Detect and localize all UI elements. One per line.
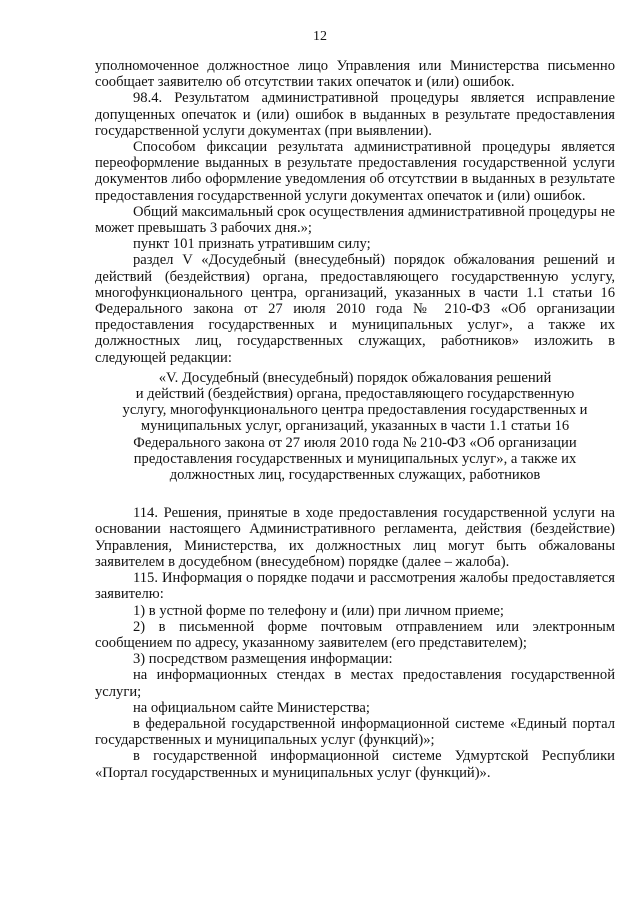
paragraph-p5: пункт 101 признать утратившим силу; <box>133 236 371 253</box>
paragraph-p4: Общий максимальный срок осуществления административной процедуры не может превышать 3 рабочих дня.»; <box>95 203 615 237</box>
paragraph-p15: в государственной информационной системе Удмуртской Республики «Портал государственных и муниципальных услуг (функций)». <box>95 748 615 781</box>
paragraph-p12: на информационных стендах в местах предоставления государственной услуги; <box>95 667 615 700</box>
heading-line: муниципальных услуг, организаций, указанных в части 1.1 статьи 16 <box>140 418 570 435</box>
heading-line: «V. Досудебный (внесудебный) порядок обжалования решений <box>158 369 552 386</box>
paragraph-p7: 114. Решения, принятые в ходе предоставления государственной услуги на основании настоящего Административного регламента, действия (бездействие) Управления, Министерства, их должностных лиц могут быть обжалованы заявителем в досудебном (внесудебном) порядке (далее – жалоба). <box>95 505 615 570</box>
page-number: 12 <box>313 29 327 44</box>
heading-line: и действий (бездействия) органа, предоставляющего государственную <box>135 386 575 403</box>
spacer <box>95 483 615 505</box>
list-item-2: 2) в письменной форме почтовым отправлением или электронным сообщением по адресу, указанному заявителем (его представителем); <box>95 618 615 651</box>
paragraph-p14: в федеральной государственной информационной системе «Единый портал государственных и муниципальных услуг (функций)»; <box>95 715 615 749</box>
paragraph-p2: 98.4. Результатом административной процедуры является исправление допущенных опечаток и (или) ошибок в выданных в результате предоставления государственной услуги документах (при выявлении). <box>95 90 615 139</box>
heading-line: услугу, многофункционального центра предоставления государственных и <box>122 402 588 419</box>
document-body <box>95 58 615 781</box>
heading-line: Федерального закона от 27 июля 2010 года № 210-ФЗ «Об организации <box>133 434 577 451</box>
paragraph-p8: 115. Информация о порядке подачи и рассмотрения жалобы предоставляется заявителю: <box>95 570 615 603</box>
list-item-3: 3) посредством размещения информации: <box>133 651 393 668</box>
list-item-1: 1) в устной форме по телефону и (или) при личном приеме; <box>133 602 504 619</box>
paragraph-p3: Способом фиксации результата административной процедуры является переоформление выданных в результате предоставления государственной услуги документов либо оформление уведомления об отсутствии в выданных в результате предоставления государственной услуги документах опечаток и (или) ошибок. <box>95 139 615 204</box>
paragraph-p6: раздел V «Досудебный (внесудебный) порядок обжалования решений и действий (бездействия) органа, предоставляющего государственную услугу, многофункционального центра, организаций, указанных в части 1.1 статьи 16 Федерального закона от 27 июля 2010 года № 210-ФЗ «Об организации предоставления государственных и муниципальных услуг», а также их должностных лиц, государственных служащих, работников» изложить в следующей редакции: <box>95 252 615 366</box>
heading-line: должностных лиц, государственных служащих, работников <box>169 467 541 484</box>
heading-line: предоставления государственных и муниципальных услуг», а также их <box>133 450 577 467</box>
section-heading <box>95 366 615 483</box>
paragraph-p1: уполномоченное должностное лицо Управления или Министерства письменно сообщает заявителю об отсутствии таких опечаток и (или) ошибок. <box>95 58 615 91</box>
paragraph-p13: на официальном сайте Министерства; <box>133 699 370 716</box>
